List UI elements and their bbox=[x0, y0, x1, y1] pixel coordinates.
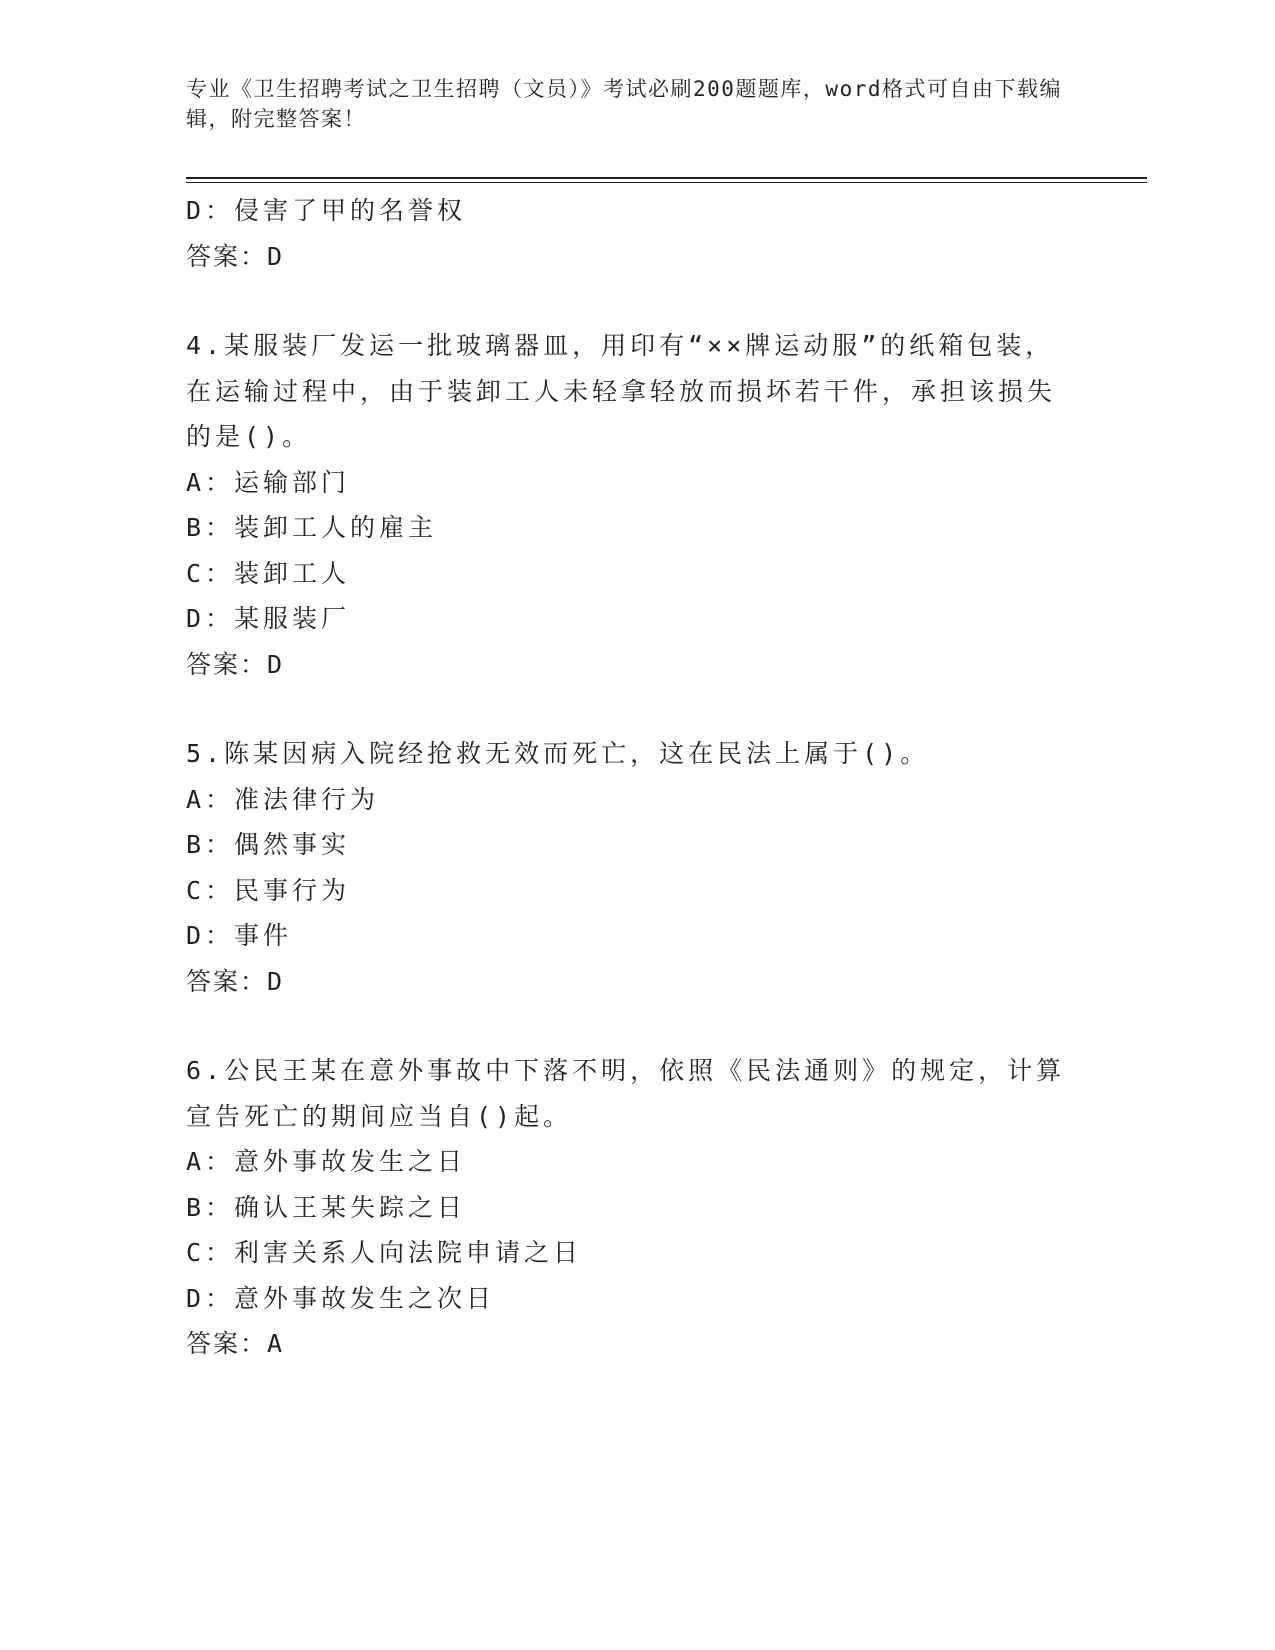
option-d: D：某服装厂 bbox=[186, 604, 351, 633]
document-header: 专业《卫生招聘考试之卫生招聘（文员）》考试必刷200题题库，word格式可自由下载编辑，附完整答案！ bbox=[186, 77, 1062, 131]
question-text: 4.某服装厂发运一批玻璃器皿，用印有“××牌运动服”的纸箱包装，在运输过程中，由于装卸工人未轻拿轻放而损坏若干件，承担该损失的是()。 bbox=[186, 331, 1057, 451]
header-divider-thin bbox=[186, 182, 1147, 183]
question-5 bbox=[186, 731, 1066, 1004]
option-b: B：确认王某失踪之日 bbox=[186, 1192, 467, 1222]
option-c: C：利害关系人向法院申请之日 bbox=[186, 1238, 583, 1267]
option-d: D：事件 bbox=[186, 921, 293, 950]
option-b: B：偶然事实 bbox=[186, 830, 351, 859]
question-4 bbox=[186, 323, 1066, 687]
option-a: A：准法律行为 bbox=[186, 784, 380, 814]
header-divider bbox=[186, 177, 1147, 179]
question-text: 6.公民王某在意外事故中下落不明，依照《民法通则》的规定，计算宣告死亡的期间应当自()起。 bbox=[186, 1056, 1066, 1131]
answer-line: 答案：A bbox=[186, 1329, 285, 1358]
answer-line: 答案：D bbox=[186, 241, 285, 271]
option-c: C：民事行为 bbox=[186, 875, 351, 905]
option-a: A：运输部门 bbox=[186, 467, 351, 497]
option-a: A：意外事故发生之日 bbox=[186, 1147, 467, 1176]
option-d: D：侵害了甲的名誉权 bbox=[186, 196, 467, 225]
option-b: B：装卸工人的雇主 bbox=[186, 513, 438, 542]
answer-line: 答案：D bbox=[186, 649, 285, 679]
option-d: D：意外事故发生之次日 bbox=[186, 1283, 496, 1313]
question-text: 5.陈某因病入院经抢救无效而死亡，这在民法上属于()。 bbox=[186, 739, 930, 768]
document-body bbox=[186, 188, 1066, 1367]
answer-line: 答案：D bbox=[186, 966, 285, 996]
option-c: C：装卸工人 bbox=[186, 558, 351, 588]
question-6 bbox=[186, 1048, 1066, 1367]
